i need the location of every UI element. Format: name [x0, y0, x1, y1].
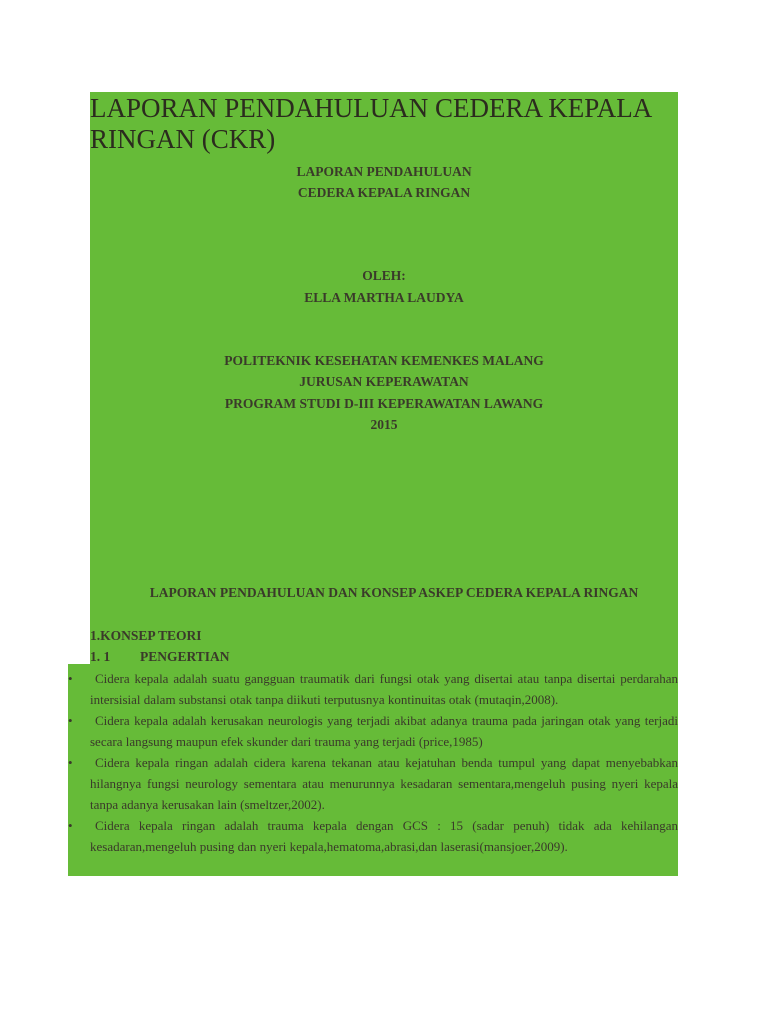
- definition-list: [68, 668, 678, 857]
- institution-line-1: POLITEKNIK KESEHATAN KEMENKES MALANG: [224, 353, 544, 368]
- list-item: [68, 710, 678, 752]
- heading-label: PENGERTIAN: [140, 649, 230, 664]
- institution-line-3: PROGRAM STUDI D-III KEPERAWATAN LAWANG: [224, 396, 544, 411]
- author-name: ELLA MARTHA LAUDYA: [304, 290, 464, 305]
- document-title: LAPORAN PENDAHULUAN CEDERA KEPALA RINGAN (CKR): [90, 93, 651, 154]
- list-item-text: Cidera kepala adalah kerusakan neurologis yang terjadi akibat adanya trauma pada jaringan otak yang terjadi secara langsung maupun efek skunder dari trauma yang terjadi (price,1985): [90, 713, 678, 749]
- list-item: [68, 752, 678, 815]
- author-label: OLEH:: [362, 268, 406, 283]
- list-item-text: Cidera kepala ringan adalah cidera karena tekanan atau kejatuhan benda tumpul yang dapat menyebabkan hilangnya fungsi neurology sementara atau menurunnya kesadaran sementara,mengeluh pusing nyeri kepala tanpa adanya kerusakan lain (smeltzer,2002).: [90, 755, 678, 812]
- list-item-text: Cidera kepala adalah suatu gangguan traumatik dari fungsi otak yang disertai atau tanpa disertai perdarahan intersisial dalam substansi otak tanpa diikuti terputusnya kontinuitas otak (mutaqin,2008).: [90, 671, 678, 707]
- subtitle-line-1: LAPORAN PENDAHULUAN: [296, 164, 472, 179]
- institution-year: 2015: [370, 417, 398, 432]
- bullet-icon: •: [68, 818, 73, 833]
- section-title: LAPORAN PENDAHULUAN DAN KONSEP ASKEP CEDERA KEPALA RINGAN: [149, 585, 639, 600]
- heading-number: 1. 1: [90, 649, 111, 664]
- heading-pengertian: [90, 646, 230, 667]
- subtitle-line-2: CEDERA KEPALA RINGAN: [297, 185, 471, 200]
- bullet-icon: •: [68, 755, 73, 770]
- institution-line-2: JURUSAN KEPERAWATAN: [299, 374, 469, 389]
- bullet-icon: •: [68, 713, 73, 728]
- list-item: [68, 668, 678, 710]
- list-item-text: Cidera kepala ringan adalah trauma kepala dengan GCS : 15 (sadar penuh) tidak ada kehilangan kesadaran,mengeluh pusing dan nyeri kepala,hematoma,abrasi,dan laserasi(mansjoer,2009).: [90, 818, 678, 854]
- heading-konsep-teori: 1.KONSEP TEORI: [90, 628, 202, 643]
- list-item: [68, 815, 678, 857]
- bullet-icon: •: [68, 671, 73, 686]
